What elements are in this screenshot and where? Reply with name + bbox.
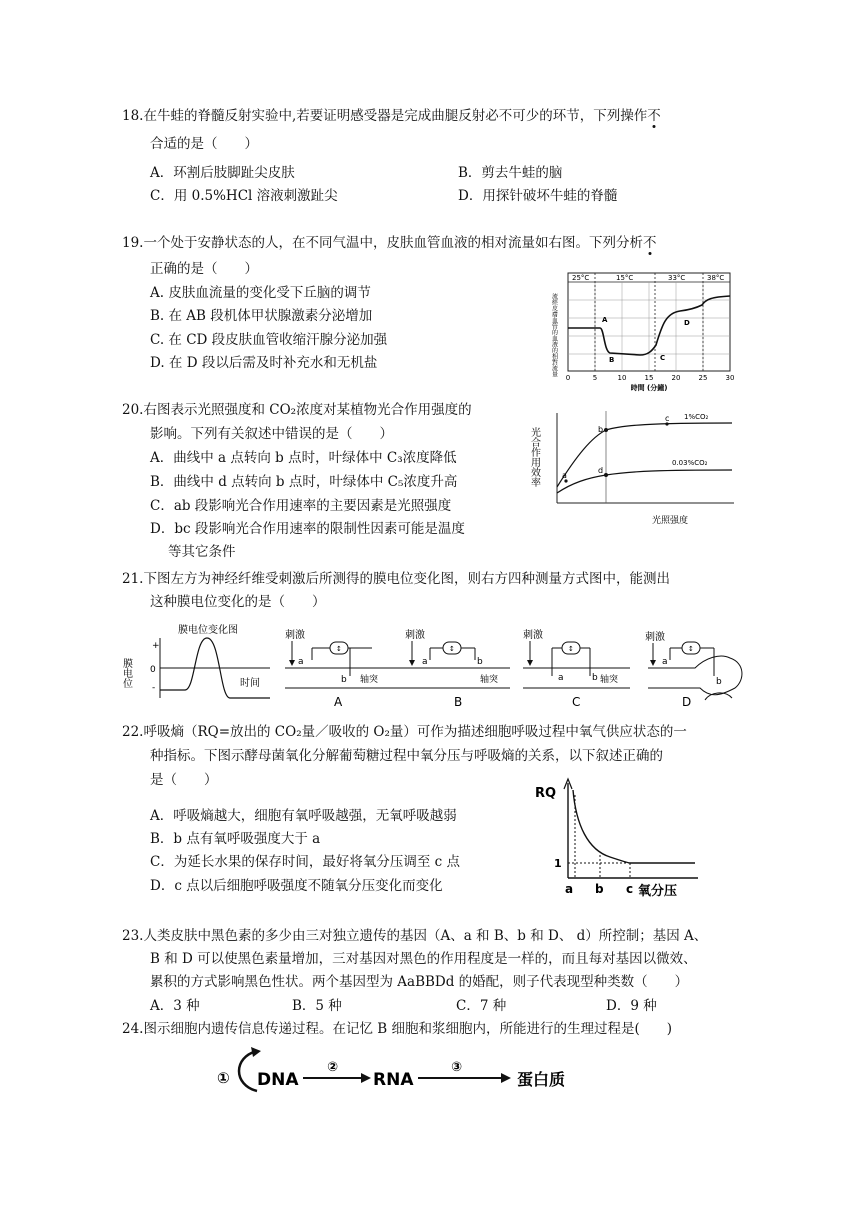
q20-option-d: D．bc 段影响光合作用速率的限制性因素可能是温度 — [150, 521, 465, 537]
y-axis-label: 流經皮膚血管的血液的相對流量 — [550, 293, 558, 377]
q22-option-d: D．c 点以后细胞呼吸强度不随氧分压变化而变化 — [150, 878, 443, 894]
y-axis-label: RQ — [535, 786, 557, 801]
q23-line2: B 和 D 可以使黑色素量增加，三对基因对黑色的作用程度是一样的，而且每对基因以微效、 — [150, 951, 697, 967]
svg-text:↕: ↕ — [336, 645, 342, 653]
x-axis-label: 时间 — [240, 678, 260, 689]
point-label: B — [609, 356, 615, 364]
process-number: ② — [327, 1060, 339, 1075]
svg-text:0: 0 — [150, 665, 156, 675]
legend-label: 1%CO₂ — [684, 413, 709, 421]
q20-option-c: C．ab 段影响光合作用速率的主要因素是光照强度 — [150, 498, 452, 514]
svg-text:轴突: 轴突 — [360, 675, 379, 685]
emphasis-dot-char: 不 — [642, 235, 657, 251]
x-axis-label: 氧分压 — [638, 884, 678, 899]
x-tick: 20 — [671, 374, 681, 382]
x-tick: 5 — [592, 374, 598, 382]
setup-a — [285, 628, 410, 709]
q18-option-d: D．用探针破坏牛蛙的脊髓 — [458, 188, 618, 204]
y-tick: 1 — [554, 857, 562, 870]
q22-option-a: A．呼吸熵越大，细胞有氧呼吸越强，无氧呼吸越弱 — [150, 808, 457, 824]
temp-label: 25°C — [572, 274, 590, 282]
point-label: C — [660, 354, 666, 362]
x-point: c — [626, 882, 634, 896]
x-tick: 15 — [644, 374, 654, 382]
q18-option-a: A．环割后肢脚趾尖皮肤 — [150, 165, 295, 181]
x-point: a — [565, 882, 574, 896]
svg-text:b: b — [716, 677, 722, 687]
q19-option-c: C. 在 CD 段皮肤血管收缩汗腺分泌加强 — [150, 332, 388, 348]
setup-c — [523, 628, 630, 709]
q21-line2: 这种膜电位变化的是（ ） — [150, 594, 326, 610]
q23-option-d: D．9 种 — [606, 998, 657, 1014]
point-label: c — [665, 414, 670, 423]
process-number: ③ — [451, 1060, 463, 1075]
q23-line3: 累积的方式影响黑色性状。两个基因型为 AaBBDd 的婚配，则子代表现型种类数（ ） — [150, 974, 689, 990]
process-number: ① — [217, 1069, 230, 1087]
q20-option-d-cont: 等其它条件 — [168, 544, 236, 560]
temp-label: 33°C — [668, 274, 686, 282]
svg-text:+: + — [152, 641, 160, 651]
temp-label: 38°C — [707, 274, 725, 282]
x-tick: 10 — [617, 374, 627, 382]
q23-option-c: C．7 种 — [456, 998, 507, 1014]
q20-option-a: A．曲线中 a 点转向 b 点时，叶绿体中 C₃浓度降低 — [150, 450, 457, 466]
svg-text:↕: ↕ — [568, 645, 574, 653]
svg-text:轴突: 轴突 — [480, 675, 499, 685]
point-label: a — [562, 471, 567, 480]
svg-text:↕: ↕ — [688, 645, 694, 653]
q19-line2: 正确的是（ ） — [150, 261, 258, 277]
svg-text:刺激: 刺激 — [645, 632, 665, 643]
q22-option-b: B．b 点有氧呼吸强度大于 a — [150, 831, 321, 847]
q20-line1: 20.右图表示光照强度和 CO₂浓度对某植物光合作用强度的 — [122, 402, 472, 418]
emphasis-dot-char: 不 — [647, 108, 661, 124]
point-label: d — [598, 466, 604, 475]
x-tick: 30 — [725, 374, 735, 382]
temp-label: 15°C — [616, 274, 634, 282]
svg-text:刺激: 刺激 — [405, 630, 425, 641]
svg-text:刺激: 刺激 — [523, 630, 543, 641]
svg-text:轴突: 轴突 — [600, 675, 619, 685]
svg-text:b: b — [592, 673, 598, 683]
svg-text:a: a — [298, 657, 304, 667]
q22-line3: 是（ ） — [150, 772, 218, 788]
photosynthesis-chart — [522, 405, 742, 530]
membrane-potential-figure — [120, 618, 760, 718]
dna-label: DNA — [257, 1070, 299, 1090]
q22-line1: 22.呼吸熵（RQ=放出的 CO₂量／吸收的 O₂量）可作为描述细胞呼吸过程中氧气供应状态的一 — [122, 724, 687, 740]
q18-line1: 18.在牛蛙的脊髓反射实验中,若要证明感受器是完成曲腿反射必不可少的环节，下列操作不 — [122, 108, 661, 124]
x-point: b — [595, 882, 604, 896]
y-axis-label: 膜电位 — [120, 658, 132, 688]
setup-b — [405, 628, 510, 709]
figure-title: 膜电位变化图 — [178, 625, 238, 636]
q22-line2: 种指标。下图示酵母菌氧化分解葡萄糖过程中氧分压与呼吸熵的关系，以下叙述正确的 — [150, 748, 663, 764]
svg-text:C: C — [572, 695, 581, 709]
respiratory-quotient-chart — [530, 775, 705, 905]
q20-option-b: B．曲线中 d 点转向 b 点时，叶绿体中 C₅浓度升高 — [150, 474, 458, 490]
q21-line1: 21.下图左方为神经纤维受刺激后所测得的膜电位变化图，则右方四种测量方式图中，能测出 — [122, 571, 670, 587]
svg-text:刺激: 刺激 — [285, 630, 305, 641]
svg-text:A: A — [334, 695, 343, 709]
q19-option-b: B. 在 AB 段机体甲状腺激素分泌增加 — [150, 308, 373, 324]
point-label: D — [684, 319, 690, 327]
x-tick: 25 — [698, 374, 708, 382]
svg-text:↕: ↕ — [449, 645, 455, 653]
svg-text:a: a — [662, 657, 668, 667]
svg-text:b: b — [477, 657, 483, 667]
rna-label: RNA — [373, 1070, 414, 1090]
q18-option-b: B．剪去牛蛙的脑 — [458, 165, 563, 181]
protein-label: 蛋白质 — [517, 1070, 566, 1089]
q19-line1: 19.一个处于安静状态的人，在不同气温中，皮肤血管血液的相对流量如右图。下列分析不 — [122, 235, 657, 251]
svg-text:a: a — [558, 673, 564, 683]
x-tick: 0 — [565, 374, 571, 382]
x-axis-label: 時間 (分鐘) — [630, 384, 668, 392]
curve-003pct-co2 — [557, 470, 732, 493]
q20-line2: 影响。下列有关叙述中错误的是（ ） — [150, 426, 393, 442]
central-dogma-figure — [215, 1045, 595, 1105]
svg-text:b: b — [341, 675, 347, 685]
y-axis-label: 光合作用效率 — [528, 427, 540, 487]
q23-option-a: A．3 种 — [150, 998, 200, 1014]
q22-option-c: C．为延长水果的保存时间，最好将氧分压调至 c 点 — [150, 854, 460, 870]
curve-1pct-co2 — [557, 423, 732, 487]
q19-option-a: A. 皮肤血流量的变化受下丘脑的调节 — [150, 285, 371, 301]
x-axis-label: 光照强度 — [652, 516, 689, 526]
svg-text:D: D — [682, 695, 692, 709]
legend-label: 0.03%CO₂ — [672, 459, 708, 467]
setup-d — [645, 630, 742, 709]
svg-text:B: B — [454, 695, 463, 709]
skin-blood-flow-chart — [540, 265, 740, 395]
q23-line1: 23.人类皮肤中黑色素的多少由三对独立遗传的基因（A、a 和 B、b 和 D、 d）所控制；基因 A、 — [122, 928, 708, 944]
q18-option-c: C．用 0.5%HCl 溶液刺激趾尖 — [150, 188, 338, 204]
rq-curve — [573, 790, 695, 863]
q18-line2: 合适的是（ ） — [150, 136, 258, 152]
q19-option-d: D. 在 D 段以后需及时补充水和无机盐 — [150, 355, 378, 371]
point-label: b — [598, 425, 604, 434]
q23-option-b: B．5 种 — [292, 998, 342, 1014]
svg-text:-: - — [152, 683, 156, 693]
point-label: A — [602, 316, 608, 324]
svg-text:a: a — [422, 657, 428, 667]
q24-line1: 24.图示细胞内遗传信息传递过程。在记忆 B 细胞和浆细胞内，所能进行的生理过程是( ) — [122, 1021, 673, 1037]
